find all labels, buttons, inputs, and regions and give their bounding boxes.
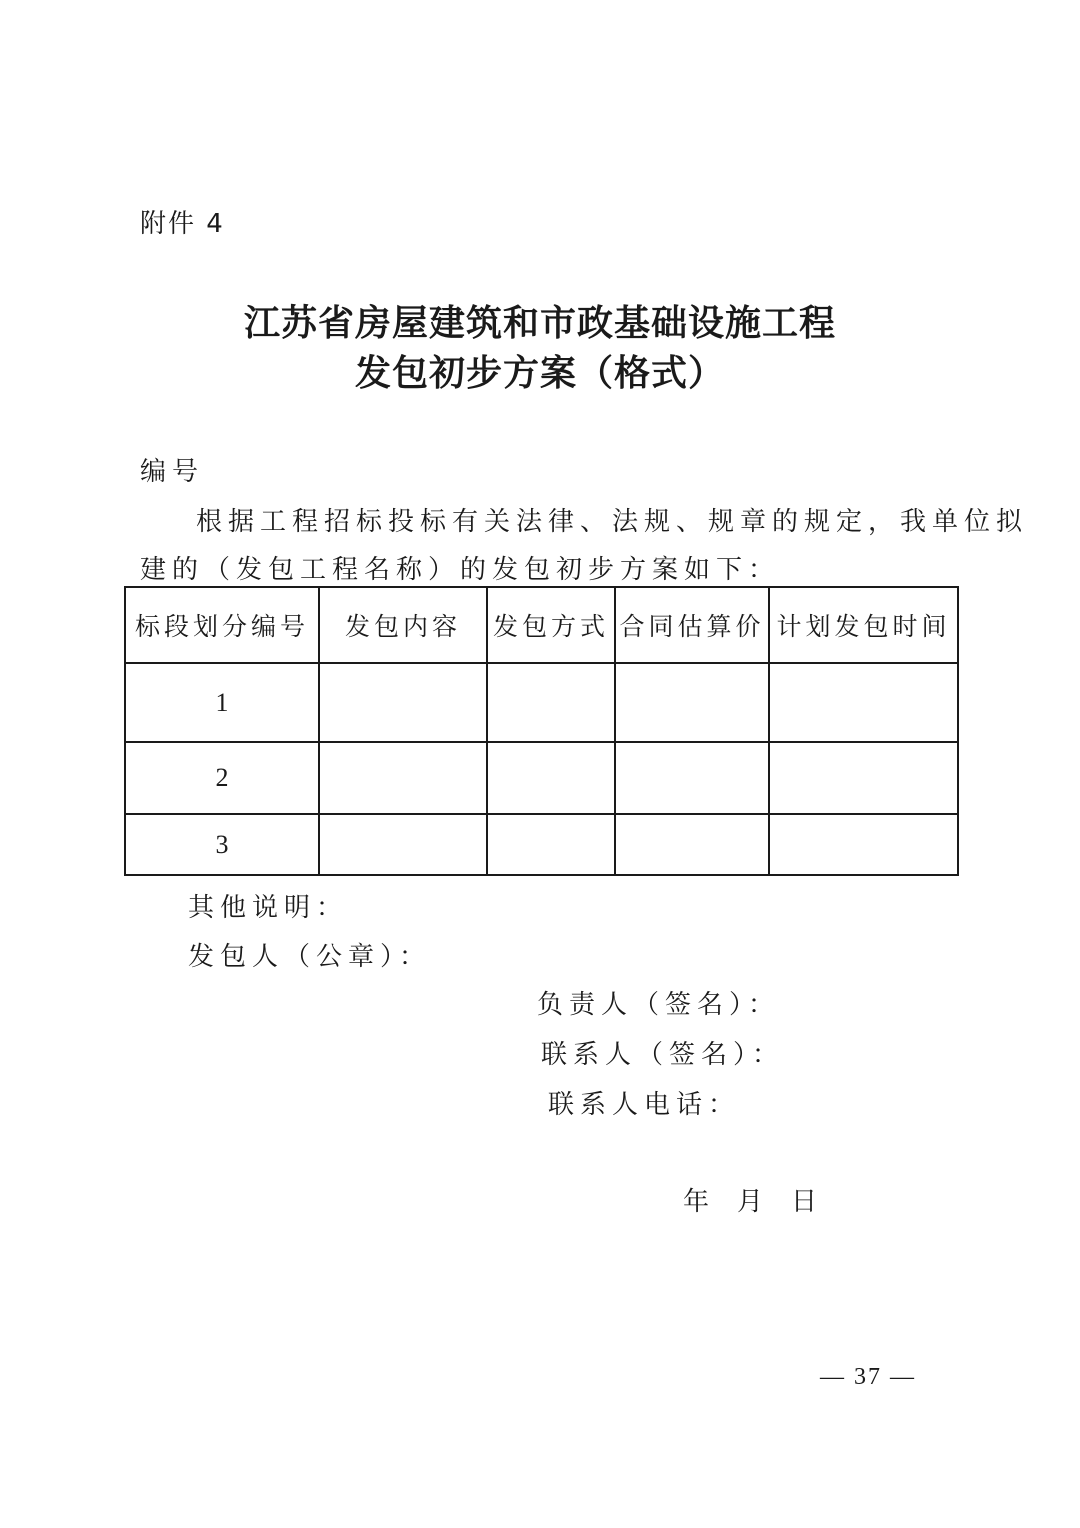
header-estimated-price: 合同估算价 [615, 587, 769, 663]
table-cell [319, 742, 487, 814]
document-title-line1: 江苏省房屋建筑和市政基础设施工程 [243, 303, 836, 344]
table-cell [487, 814, 615, 875]
table-header-row [125, 587, 958, 663]
table-cell [615, 742, 769, 814]
contact-phone-label: 联系人电话： [548, 1090, 741, 1120]
table-cell: 3 [125, 814, 319, 875]
other-notes-label: 其他说明： [188, 893, 349, 923]
table-cell: 1 [125, 663, 319, 742]
table-cell [319, 814, 487, 875]
date-day-label: 日 [791, 1187, 822, 1217]
table-cell [769, 742, 958, 814]
table-row [125, 742, 958, 814]
contact-signature-label: 联系人（签名）： [541, 1040, 785, 1070]
table-row [125, 663, 958, 742]
table-row [125, 814, 958, 875]
table-cell: 2 [125, 742, 319, 814]
document-title-line2: 发包初步方案（格式） [354, 353, 725, 394]
header-method: 发包方式 [487, 587, 615, 663]
contract-plan-table [124, 586, 959, 876]
header-section-number: 标段划分编号 [125, 587, 319, 663]
header-content: 发包内容 [319, 587, 487, 663]
issuer-seal-label: 发包人（公章）： [188, 942, 432, 972]
number-label: 编号 [140, 457, 205, 487]
attachment-label: 附件 4 [140, 209, 225, 239]
page-number: — 37 — [820, 1364, 916, 1390]
table-cell [487, 742, 615, 814]
date-month-label: 月 [737, 1187, 768, 1217]
table-cell [769, 663, 958, 742]
table-cell [487, 663, 615, 742]
table-cell [319, 663, 487, 742]
header-planned-time: 计划发包时间 [769, 587, 958, 663]
date-line [683, 1181, 821, 1218]
intro-paragraph-line1: 根据工程招标投标有关法律、法规、规章的规定，我单位拟 [196, 507, 1029, 537]
principal-signature-label: 负责人（签名）： [537, 990, 781, 1020]
table-cell [769, 814, 958, 875]
table-cell [615, 663, 769, 742]
table-cell [615, 814, 769, 875]
date-year-label: 年 [683, 1187, 714, 1217]
intro-paragraph-line2: 建的（发包工程名称）的发包初步方案如下： [140, 555, 781, 585]
